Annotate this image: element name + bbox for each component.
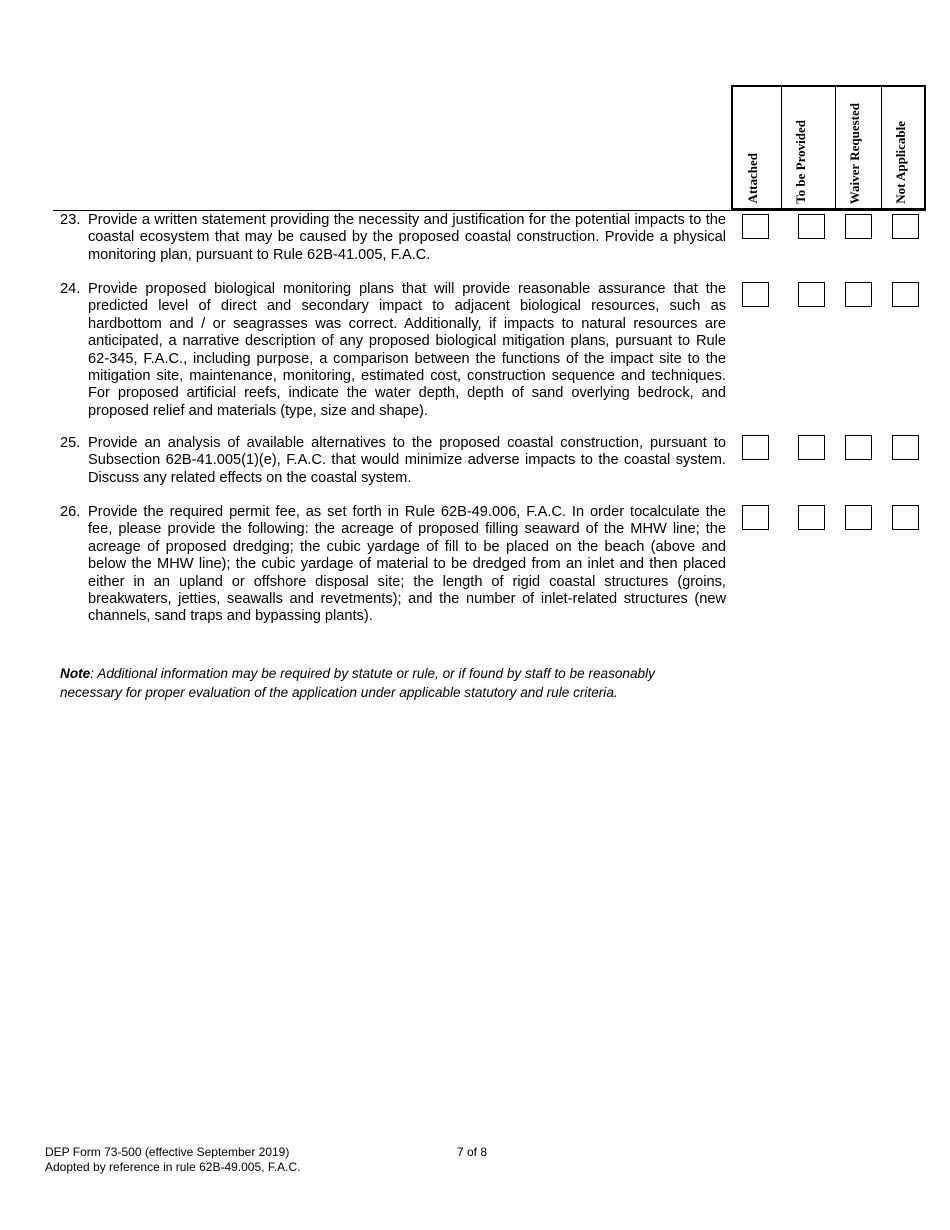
column-divider	[781, 87, 782, 208]
column-divider	[881, 87, 882, 208]
checklist-item-23	[60, 212, 726, 264]
item-26-not-applicable-checkbox[interactable]	[892, 505, 919, 530]
item-23-to-be-provided-checkbox[interactable]	[798, 214, 825, 239]
item-text: Provide an analysis of available alternatives to the proposed coastal construction, pursuant to Subsection 62B-41.005(1)(e), F.A.C. that would minimize adverse impacts to the coastal system. Discuss any related effects on the coastal system.	[88, 435, 726, 486]
item-26-waiver-requested-checkbox[interactable]	[845, 505, 872, 530]
item-25-to-be-provided-checkbox[interactable]	[798, 435, 825, 460]
checklist-item-26	[60, 504, 726, 626]
item-number: 23.	[60, 212, 81, 228]
page-number: 7 of 8	[457, 1145, 488, 1159]
column-divider	[835, 87, 836, 208]
item-24-waiver-requested-checkbox[interactable]	[845, 282, 872, 307]
column-header	[731, 85, 926, 210]
footer-adopted-line: Adopted by reference in rule 62B-49.005, F.A.C.	[45, 1159, 301, 1174]
item-24-to-be-provided-checkbox[interactable]	[798, 282, 825, 307]
column-label-attached: Attached	[745, 153, 760, 204]
item-23-attached-checkbox[interactable]	[742, 214, 769, 239]
item-24-not-applicable-checkbox[interactable]	[892, 282, 919, 307]
checklist-item-24	[60, 281, 726, 420]
column-label-waiver-requested: Waiver Requested	[847, 102, 862, 204]
item-number: 26.	[60, 504, 81, 520]
item-text: Provide proposed biological monitoring plans that will provide reasonable assurance that the predicted level of direct and secondary impact to adjacent biological resources, such as hardbottom and / or seagrasses was correct. Additionally, if impacts to natural resources are anticipated, a narrative description of any proposed biological mitigation plans, pursuant to Rule 62-345, F.A.C., including purpose, a comparison between the functions of the impact site to the mitigation site, maintenance, monitoring, estimated cost, construction sequence and techniques. For proposed artificial reefs, indicate the water depth, depth of sand overlying bedrock, and proposed relief and materials (type, size and shape).	[88, 281, 726, 419]
item-25-attached-checkbox[interactable]	[742, 435, 769, 460]
item-26-attached-checkbox[interactable]	[742, 505, 769, 530]
note-label: Note	[60, 666, 91, 681]
item-23-not-applicable-checkbox[interactable]	[892, 214, 919, 239]
note	[60, 664, 720, 702]
item-text: Provide a written statement providing the necessity and justification for the potential impacts to the coastal ecosystem that may be caused by the proposed coastal construction. Provide a physical monitoring plan, pursuant to Rule 62B-41.005, F.A.C.	[88, 212, 726, 263]
column-label-to-be-provided: To be Provided	[793, 120, 808, 204]
item-23-waiver-requested-checkbox[interactable]	[845, 214, 872, 239]
note-text: : Additional information may be required by statute or rule, or if found by staff to be reasonably necessary for proper evaluation of the application under applicable statutory and rule criteria.	[60, 666, 655, 700]
item-number: 25.	[60, 435, 81, 451]
header-rule	[53, 210, 926, 211]
item-25-waiver-requested-checkbox[interactable]	[845, 435, 872, 460]
footer-form-line: DEP Form 73-500 (effective September 2019)	[45, 1145, 290, 1159]
column-label-not-applicable: Not Applicable	[893, 121, 908, 204]
item-text: Provide the required permit fee, as set forth in Rule 62B-49.006, F.A.C. In order tocalculate the fee, please provide the following: the acreage of proposed filling seaward of the MHW line; the acreage of proposed dredging; the cubic yardage of fill to be placed on the beach (above and below the MHW line); the cubic yardage of material to be dredged from an inlet and then placed either in an upland or offshore disposal site; the length of rigid coastal structures (groins, breakwaters, jetties, seawalls and revetments); and the number of inlet-related structures (new channels, sand traps and bypassing plants).	[88, 504, 726, 625]
footer-form-info	[45, 1145, 301, 1174]
item-24-attached-checkbox[interactable]	[742, 282, 769, 307]
item-26-to-be-provided-checkbox[interactable]	[798, 505, 825, 530]
checklist-item-25	[60, 435, 726, 487]
item-25-not-applicable-checkbox[interactable]	[892, 435, 919, 460]
item-number: 24.	[60, 281, 81, 297]
